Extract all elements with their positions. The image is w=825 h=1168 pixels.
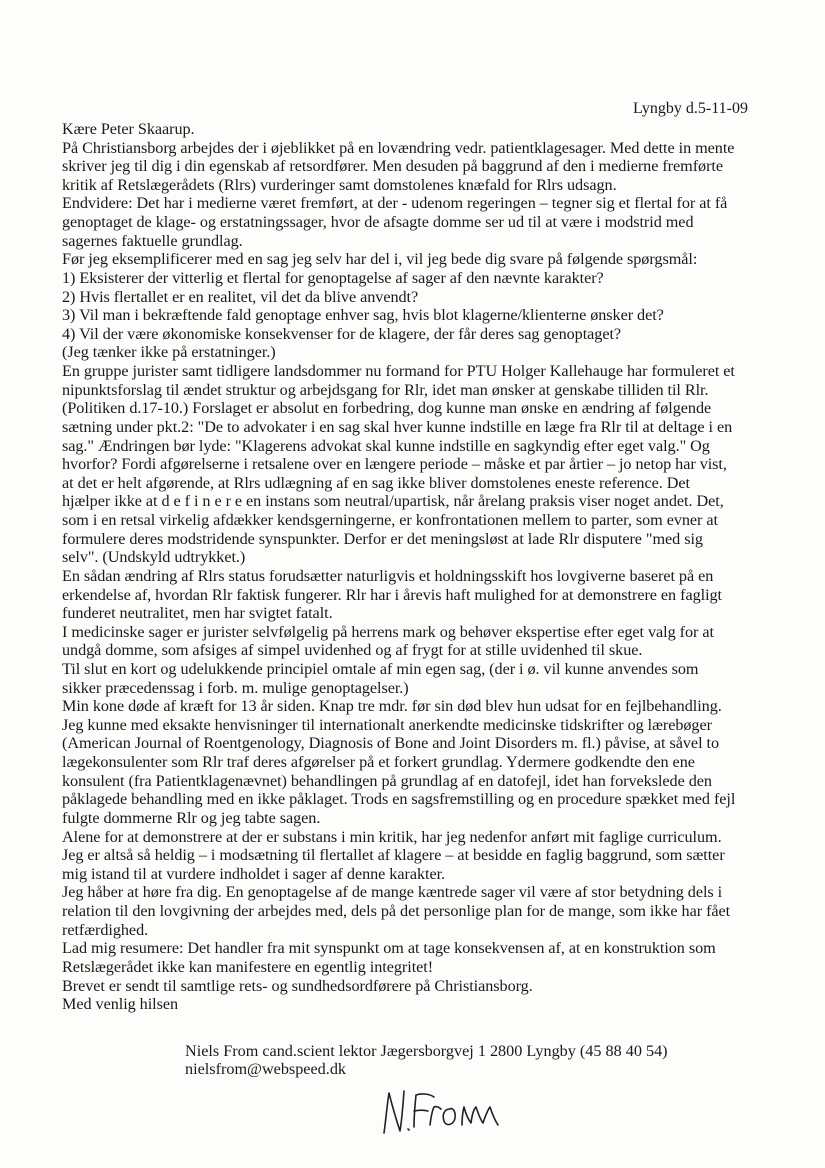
letter-line: mig istand til at vurdere indholdet i sager af denne karakter.: [62, 864, 446, 883]
letter-line: kritik af Retslægerådets (Rlrs) vurderinger samt domstolenes knæfald for Rlrs udsagn.: [62, 175, 617, 194]
letter-line: fulgte dommerne Rlr og jeg tabte sagen.: [62, 808, 321, 827]
letter-line: En gruppe jurister samt tidligere landsdommer nu formand for PTU Holger Kallehauge har formuleret et: [62, 362, 735, 381]
sender-email: nielsfrom@webspeed.dk: [185, 1060, 347, 1078]
letter-line: Retslægerådet ikke kan manifestere en egentlig integritet!: [62, 957, 434, 976]
letter-line: lægekonsulenter som Rlr traf deres afgørelser på et forkert grundlag. Ydermere godkendte den ene: [62, 753, 695, 772]
letter-line: selv". (Undskyld udtrykket.): [62, 548, 246, 567]
letter-line: sag." Ændringen bør lyde: "Klagerens advokat skal kunne indstille en sagkyndig efter eget valg." Og: [62, 436, 710, 455]
letter-line: påklagede behandling med en ikke påklaget. Trods en sagsfremstilling og en procedure spækket med fejl: [62, 790, 736, 809]
letter-line: (Politiken d.17-10.) Forslaget er absolut en forbedring, dog kunne man ønske en ændring af følgende: [62, 399, 712, 418]
letter-line: I medicinske sager er jurister selvfølgelig på herrens mark og behøver ekspertise efter eget valg for at: [62, 622, 714, 641]
letter-line: erkendelse af, hvordan Rlr faktisk fungerer. Rlr har i årevis haft mulighed for at demonstrere en fagligt: [62, 585, 723, 604]
letter-line: funderet neutralitet, men har svigtet fatalt.: [62, 604, 333, 623]
letter-line: undgå domme, som afsiges af simpel uvidenhed og af frygt for at stille uvidenhed til skue.: [62, 641, 643, 660]
letter-line: hvorfor? Fordi afgørelserne i retsalene over en længere periode – måske et par årtier – jo netop har vist,: [62, 455, 727, 474]
letter-line: Til slut en kort og udelukkende principiel omtale af min egen sag, (der i ø. vil kunne anvendes som: [62, 659, 699, 678]
letter-line: 1) Eksisterer der vitterlig et flertal for genoptagelse af sager af den nævnte karakter?: [62, 268, 604, 287]
letter-line: retfærdighed.: [62, 920, 149, 939]
letter-line: Før jeg eksemplificerer med en sag jeg selv har del i, vil jeg bede dig svare på følgende spørgsmål:: [62, 250, 698, 269]
sender-details: Niels From cand.scient lektor Jægersborgvej 1 2800 Lyngby (45 88 40 54): [185, 1042, 668, 1060]
letter-line: sagernes faktuelle grundlag.: [62, 231, 243, 250]
letter-line: at det er helt afgørende, at Rlrs udlægning af en sag ikke bliver domstolenes eneste reference. Det: [62, 473, 690, 492]
letter-line: sikker præcedenssag i forb. m. mulige genoptagelser.): [62, 678, 409, 697]
handwritten-signature: [378, 1085, 508, 1147]
letter-line: Kære Peter Skaarup.: [62, 120, 195, 138]
letter-line: En sådan ændring af Rlrs status forudsætter naturligvis et holdningsskift hos lovgiverne baseret på en: [62, 566, 714, 585]
dateline: Lyngby d.5-11-09: [633, 100, 748, 117]
letter-line: 4) Vil der være økonomiske konsekvenser for de klagere, der får deres sag genoptaget?: [62, 324, 622, 343]
letter-line: konsulent (fra Patientklagenævnet) behandlingen på grundlag af en datofejl, idet han forvekslede den: [62, 771, 712, 790]
letter-line: nipunktsforslag til ændet struktur og arbejdsgang for Rlr, idet man ønsker at genskabe tilliden til Rlr.: [62, 380, 709, 399]
letter-line: som i en retsal virkelig afdækker kendsgerningerne, er konfrontationen mellem to parter, som evner at: [62, 511, 718, 530]
letter-line: Endvidere: Det har i medierne været fremført, at der - udenom regeringen – tegner sig et flertal for at få: [62, 194, 728, 213]
letter-line: hjælper ikke at d e f i n e r e en instans som neutral/upartisk, når årelang praksis viser noget andet. Det,: [62, 492, 724, 511]
letter-line: Min kone døde af kræft for 13 år siden. Knap tre mdr. før sin død blev hun udsat for en fejlbehandling.: [62, 697, 722, 716]
letter-line: Alene for at demonstrere at der er substans i min kritik, har jeg nedenfor anført mit faglige curriculum.: [62, 827, 722, 846]
letter-line: Med venlig hilsen: [62, 995, 179, 1014]
letter-line: På Christiansborg arbejdes der i øjeblikket på en lovændring vedr. patientklagesager. Med dette in mente: [62, 138, 735, 157]
letter-line: 3) Vil man i bekræftende fald genoptage enhver sag, hvis blot klagerne/klienterne ønsker det?: [62, 306, 664, 325]
letter-line: skriver jeg til dig i din egenskab af retsordfører. Men desuden på baggrund af den i medierne fremførte: [62, 157, 724, 176]
letter-line: Brevet er sendt til samtlige rets- og sundhedsordførere på Christiansborg.: [62, 976, 533, 995]
letter-line: (American Journal of Roentgenology, Diagnosis of Bone and Joint Disorders m. fl.) påvise, at såvel to: [62, 734, 720, 753]
letter-line: relation til den lovgivning der arbejdes med, dels på det personlige plan for de mange, som ikke har fået: [62, 902, 731, 921]
letter-line: formulere deres modstridende synspunkter. Derfor er det meningsløst at lade Rlr disputere "med sig: [62, 529, 703, 548]
letter-line: genoptaget de klage- og erstatningssager, hvor de afsagte domme ser ud til at være i modstrid med: [62, 213, 694, 232]
letter-line: Lad mig resumere: Det handler fra mit synspunkt om at tage konsekvensen af, at en konstruktion som: [62, 939, 716, 958]
letter-line: Jeg håber at høre fra dig. En genoptagelse af de mange kæntrede sager vil være af stor betydning dels i: [62, 883, 723, 902]
letter-line: (Jeg tænker ikke på erstatninger.): [62, 343, 276, 362]
letter-line: Jeg kunne med eksakte henvisninger til internationalt anerkendte medicinske tidskrifter og lærebøger: [62, 715, 712, 734]
letter-line: sætning under pkt.2: "De to advokater i en sag skal hver kunne indstille en læge fra Rlr til at deltage i en: [62, 417, 733, 436]
letter-line: 2) Hvis flertallet er en realitet, vil det da blive anvendt?: [62, 287, 419, 306]
letter-line: Jeg er altså så heldig – i modsætning til flertallet af klagere – at besidde en faglig baggrund, som sætter: [62, 846, 725, 865]
